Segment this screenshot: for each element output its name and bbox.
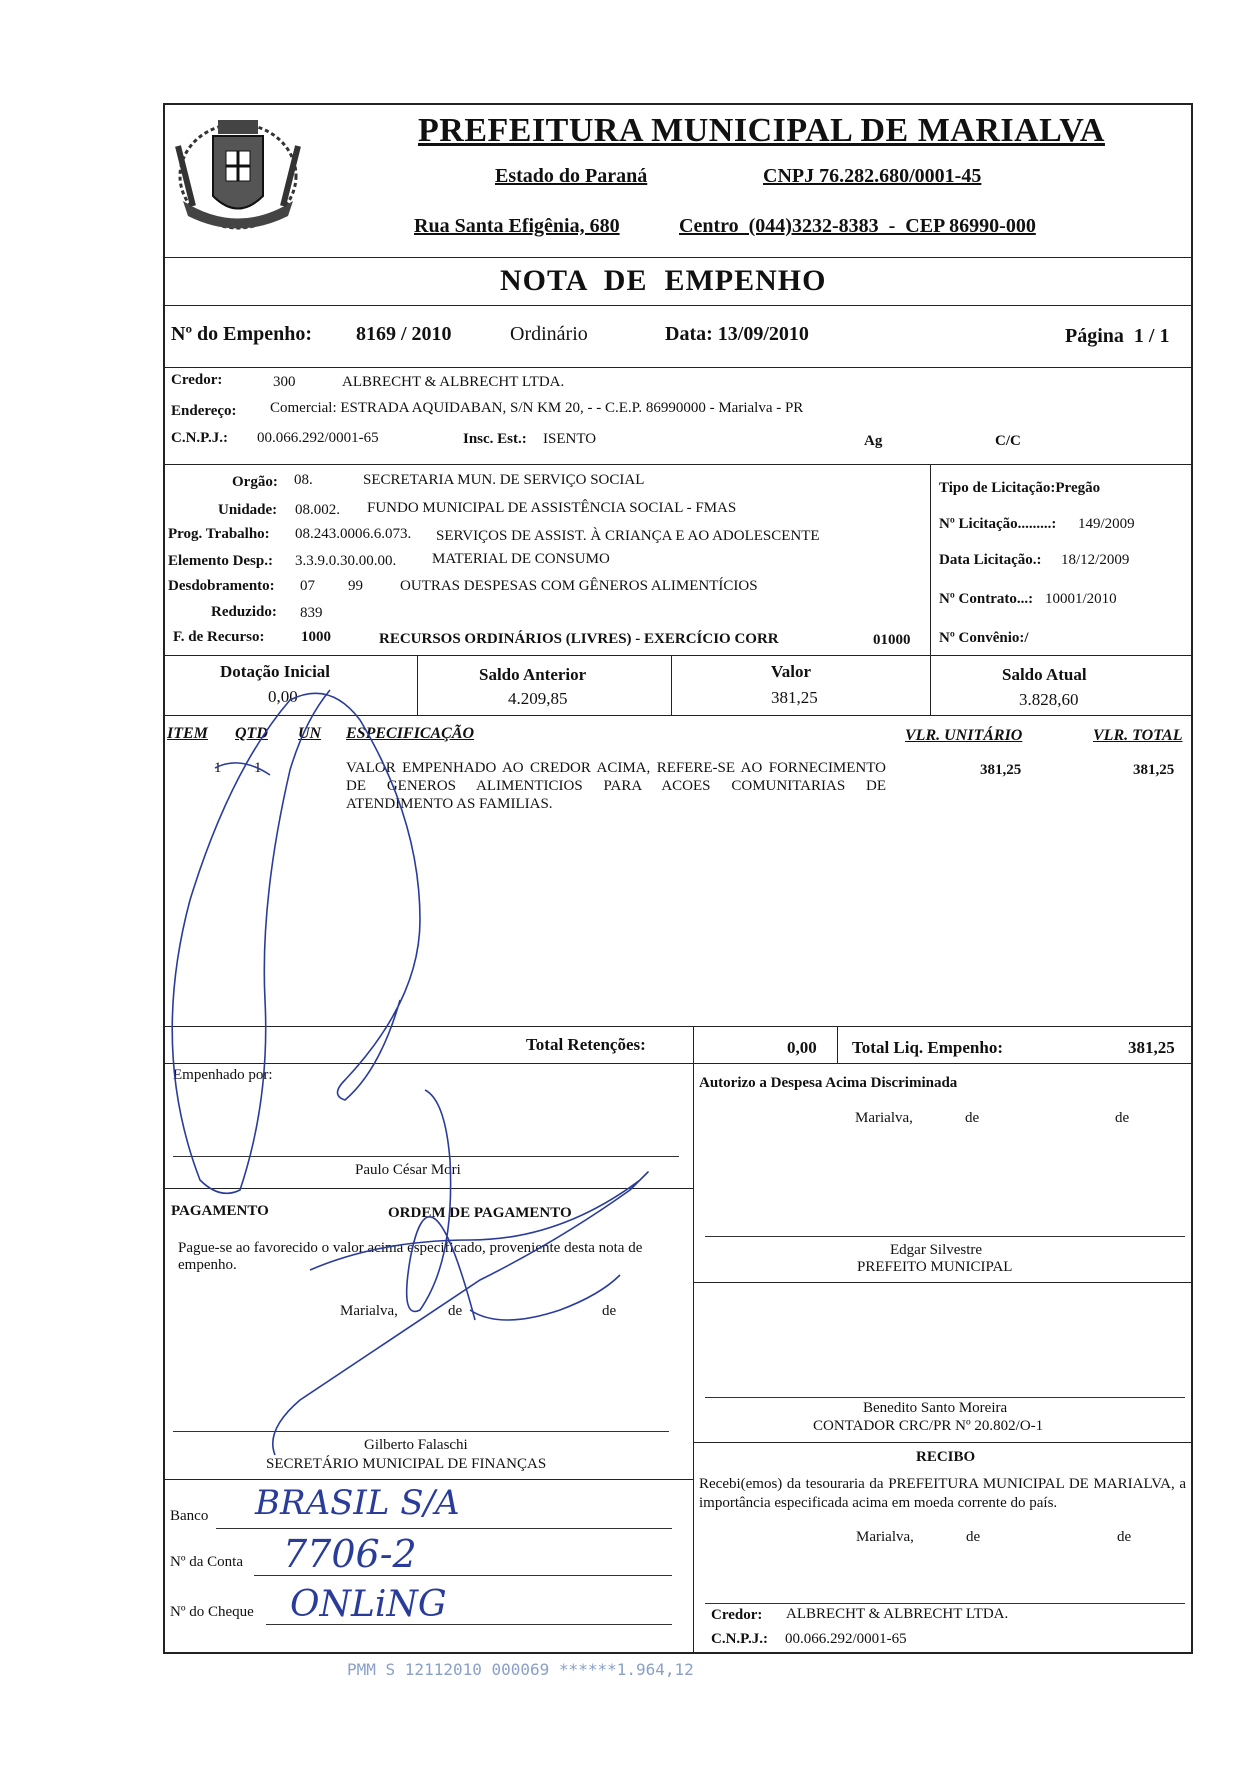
col-vlr-unitario: VLR. UNITÁRIO <box>905 727 1023 744</box>
credor-cc-label: C/C <box>995 433 1021 449</box>
recibo-cnpj: 00.066.292/0001-65 <box>785 1631 907 1647</box>
item-especificacao: VALOR EMPENHADO AO CREDOR ACIMA, REFERE-SE AO FORNECIMENTO DE GENEROS ALIMENTICIOS PARA ACOES COMUNITARIAS DE ATENDIMENTO AS FAMILIAS. <box>346 760 886 812</box>
elemento-code: 3.3.9.0.30.00.00. <box>295 553 397 569</box>
reduzido-label: Reduzido: <box>211 604 277 620</box>
recibo-de-1: de <box>966 1529 981 1545</box>
total-liquido-label: Total Liq. Empenho: <box>852 1038 1003 1057</box>
municipality-contact: Centro (044)3232-8383 - CEP 86990-000 <box>679 215 1036 237</box>
col-item: ITEM <box>167 725 208 742</box>
municipality-title: PREFEITURA MUNICIPAL DE MARIALVA <box>418 112 1105 149</box>
saldo-atual-value: 3.828,60 <box>1019 690 1079 709</box>
credor-ag-label: Ag <box>864 433 883 449</box>
autorizo-de-1: de <box>965 1110 980 1126</box>
elemento-desc: MATERIAL DE CONSUMO <box>432 551 610 567</box>
saldo-anterior-value: 4.209,85 <box>508 689 568 708</box>
valor-label: Valor <box>771 662 811 681</box>
item-number: 1 <box>214 760 222 776</box>
saldo-atual-label: Saldo Atual <box>1002 665 1087 684</box>
empenho-type: Ordinário <box>510 323 588 345</box>
orgao-desc: SECRETARIA MUN. DE SERVIÇO SOCIAL <box>363 472 645 488</box>
col-qtd: QTD <box>235 725 268 742</box>
recibo-cnpj-label: C.N.P.J.: <box>711 1631 768 1647</box>
ordem-pagamento-label: ORDEM DE PAGAMENTO <box>388 1205 572 1221</box>
valor-value: 381,25 <box>771 688 818 707</box>
empenho-number: 8169 / 2010 <box>356 323 452 345</box>
unidade-code: 08.002. <box>295 502 340 518</box>
fonte-code: 1000 <box>301 629 331 645</box>
secretario-role: SECRETÁRIO MUNICIPAL DE FINANÇAS <box>266 1456 547 1472</box>
credor-code: 300 <box>273 374 296 390</box>
cheque-value: ONLiNG <box>290 1584 447 1625</box>
conta-label: Nº da Conta <box>170 1554 243 1570</box>
page-number: Página 1 / 1 <box>1065 325 1170 347</box>
processing-stamp: PMM S 12112010 000069 ******1.964,12 <box>347 1660 694 1679</box>
unidade-desc: FUNDO MUNICIPAL DE ASSISTÊNCIA SOCIAL - FMAS <box>367 500 737 516</box>
credor-cnpj: 00.066.292/0001-65 <box>257 430 379 446</box>
recibo-title: RECIBO <box>916 1449 976 1465</box>
pagamento-text: Pague-se ao favorecido o valor acima especificado, proveniente desta nota de empenho. <box>178 1240 643 1273</box>
col-especificacao: ESPECIFICAÇÃO <box>346 725 475 742</box>
credor-label: Credor: <box>171 372 223 388</box>
cheque-label: Nº do Cheque <box>170 1604 254 1620</box>
item-vlr-total: 381,25 <box>1133 762 1175 778</box>
empenhado-signer: Paulo César Mori <box>355 1162 461 1178</box>
municipality-cnpj: CNPJ 76.282.680/0001-45 <box>763 165 982 187</box>
contrato-label: Nº Contrato...: <box>939 591 1034 607</box>
pagamento-label: PAGAMENTO <box>171 1203 269 1219</box>
desdobramento-b: 99 <box>348 578 363 594</box>
prog-label: Prog. Trabalho: <box>168 526 270 542</box>
secretario-name: Gilberto Falaschi <box>364 1437 468 1453</box>
reduzido-code: 839 <box>300 605 323 621</box>
coat-of-arms-icon <box>168 106 308 236</box>
item-qtd: 1 <box>254 760 262 776</box>
orgao-code: 08. <box>294 472 313 488</box>
licitacao-number-label: Nº Licitação.........: <box>939 516 1057 532</box>
contrato-number: 10001/2010 <box>1045 591 1117 607</box>
autorizo-city: Marialva, <box>855 1110 913 1126</box>
elemento-label: Elemento Desp.: <box>168 553 273 569</box>
prog-code: 08.243.0006.6.073. <box>295 526 412 542</box>
credor-insc-label: Insc. Est.: <box>463 431 527 447</box>
licitacao-date-label: Data Licitação.: <box>939 552 1042 568</box>
conta-value: 7706-2 <box>283 1532 417 1576</box>
recibo-credor-label: Credor: <box>711 1607 763 1623</box>
prog-desc: SERVIÇOS DE ASSIST. À CRIANÇA E AO ADOLESCENTE <box>436 528 820 544</box>
unidade-label: Unidade: <box>218 502 278 518</box>
total-liquido-value: 381,25 <box>1128 1038 1175 1057</box>
state-name: Estado do Paraná <box>495 165 648 187</box>
pagamento-city: Marialva, <box>340 1303 398 1319</box>
tipo-licitacao: Tipo de Licitação:Pregão <box>939 480 1101 496</box>
item-vlr-unitario: 381,25 <box>980 762 1022 778</box>
credor-address-label: Endereço: <box>171 403 237 419</box>
municipality-address: Rua Santa Efigênia, 680 <box>414 215 620 237</box>
empenho-date: Data: 13/09/2010 <box>665 323 809 345</box>
orgao-label: Orgão: <box>232 474 278 490</box>
dotacao-inicial-value: 0,00 <box>268 687 298 706</box>
autorizo-de-2: de <box>1115 1110 1130 1126</box>
credor-insc: ISENTO <box>543 431 597 447</box>
col-un: UN <box>298 725 322 742</box>
fonte-desc: RECURSOS ORDINÁRIOS (LIVRES) - EXERCÍCIO CORR <box>379 631 779 647</box>
credor-cnpj-label: C.N.P.J.: <box>171 430 228 446</box>
dotacao-inicial-label: Dotação Inicial <box>220 662 331 681</box>
pagamento-de-2: de <box>602 1303 617 1319</box>
empenhado-label: Empenhado por: <box>173 1067 273 1083</box>
fonte-number: 01000 <box>873 632 911 648</box>
document-title: NOTA DE EMPENHO <box>500 264 827 297</box>
saldo-anterior-label: Saldo Anterior <box>479 665 587 684</box>
banco-value: BRASIL S/A <box>255 1483 460 1523</box>
prefeito-name: Edgar Silvestre <box>890 1242 983 1258</box>
total-retencoes-value: 0,00 <box>787 1038 817 1057</box>
licitacao-number: 149/2009 <box>1078 516 1135 532</box>
desdobramento-desc: OUTRAS DESPESAS COM GÊNEROS ALIMENTÍCIOS <box>400 578 758 594</box>
desdobramento-a: 07 <box>300 578 315 594</box>
total-retencoes-label: Total Retenções: <box>526 1035 646 1054</box>
contador-name: Benedito Santo Moreira <box>863 1400 1008 1416</box>
recibo-de-2: de <box>1117 1529 1132 1545</box>
credor-address: Comercial: ESTRADA AQUIDABAN, S/N KM 20, - - C.E.P. 86990000 - Marialva - PR <box>270 400 804 416</box>
autorizo-label: Autorizo a Despesa Acima Discriminada <box>699 1075 958 1091</box>
credor-name: ALBRECHT & ALBRECHT LTDA. <box>342 374 565 390</box>
prefeito-role: PREFEITO MUNICIPAL <box>857 1259 1013 1275</box>
pagamento-de-1: de <box>448 1303 463 1319</box>
contador-role: CONTADOR CRC/PR Nº 20.802/O-1 <box>813 1418 1044 1434</box>
recibo-credor-name: ALBRECHT & ALBRECHT LTDA. <box>786 1606 1009 1622</box>
fonte-label: F. de Recurso: <box>173 629 265 645</box>
recibo-text: Recebi(emos) da tesouraria da PREFEITURA MUNICIPAL DE MARIALVA, a importância especificada acima em moeda corrente do país. <box>699 1476 1186 1511</box>
banco-label: Banco <box>170 1508 209 1524</box>
empenho-number-label: Nº do Empenho: <box>171 323 313 345</box>
col-vlr-total: VLR. TOTAL <box>1093 727 1183 744</box>
licitacao-date: 18/12/2009 <box>1061 552 1130 568</box>
convenio: Nº Convênio:/ <box>939 630 1029 646</box>
recibo-city: Marialva, <box>856 1529 914 1545</box>
desdobramento-label: Desdobramento: <box>168 578 275 594</box>
